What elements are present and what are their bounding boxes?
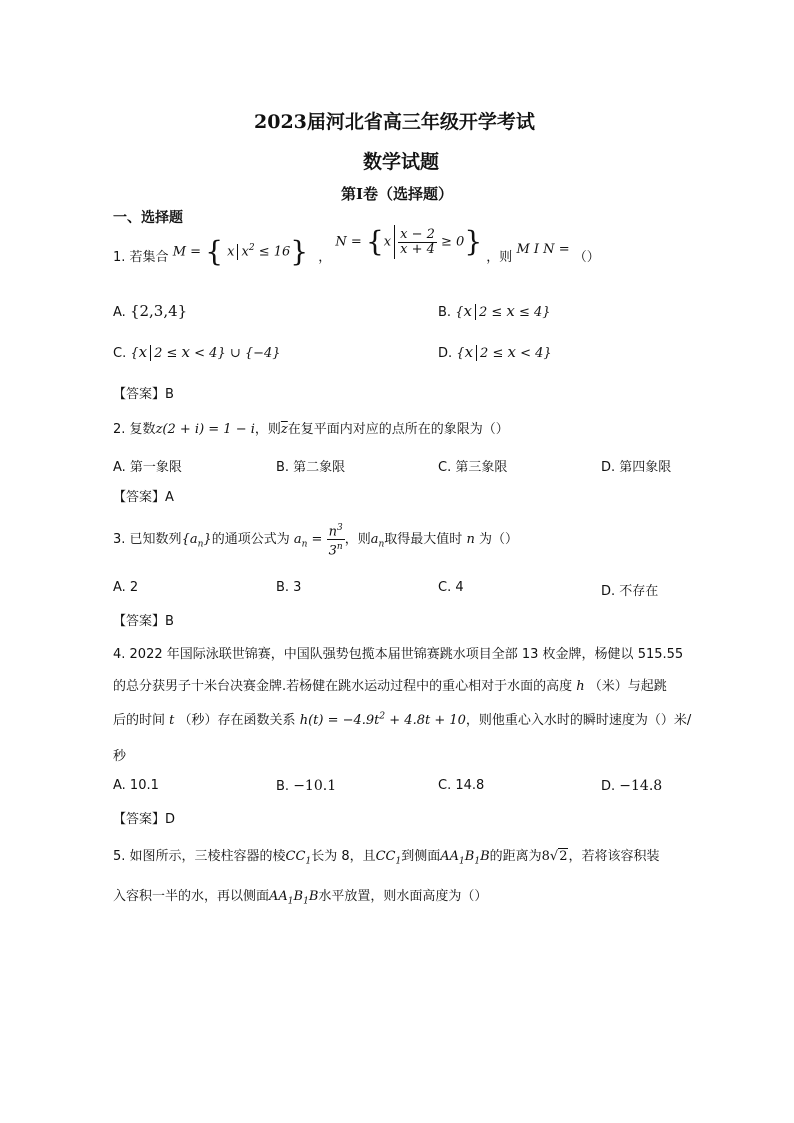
- q1-option-b-math: {x 2 ≤ x ≤ 4}: [455, 302, 551, 320]
- q4-line-4: 秒: [113, 749, 127, 764]
- q5-line-2a: 入容积一半的水，再以侧面: [113, 889, 270, 904]
- q1-option-d-label: D.: [438, 346, 453, 361]
- q1-option-d: [438, 343, 552, 361]
- q2-option-d: D. 第四象限: [601, 460, 672, 475]
- q5-line-2b: 水平放置，则水面高度为（）: [318, 889, 488, 904]
- q2-equation: z(2 + i) = 1 − i: [155, 422, 255, 437]
- q4-line-1: 4. 2022 年国际泳联世锦赛，中国队强势包揽本届世锦赛跳水项目全部 13 枚金牌，杨健以 515.55: [113, 647, 684, 662]
- q3-text-b: 的通项公式为: [211, 532, 290, 547]
- q5-line-1d: 的距离为: [489, 849, 542, 864]
- q1-option-b-label: B.: [438, 305, 452, 320]
- q1-option-a-math: {2,3,4}: [129, 302, 188, 320]
- q4-line-2: [113, 675, 667, 694]
- q4-answer-value: D: [165, 812, 176, 827]
- q4-line-3c: ，则他重心入水时的瞬时速度为（）米/: [465, 713, 692, 728]
- q4-option-c: C. 14.8: [438, 778, 485, 793]
- q3-option-a: A. 2: [113, 580, 139, 595]
- q4-option-b-math: −10.1: [293, 778, 337, 794]
- q4-option-b-label: B.: [276, 779, 290, 794]
- q2-text-a: 复数: [129, 422, 156, 437]
- q5-cc1-b: $CC_1$: [375, 849, 402, 867]
- q2-text-c: 在复平面内对应的点所在的象限为（）: [287, 422, 509, 437]
- q5-line-2: [113, 885, 487, 907]
- exam-title: 2023届河北省高三年级开学考试: [254, 111, 535, 133]
- q3-formula: $a_n$ = $\frac{n^3}{3^n}$: [293, 522, 343, 559]
- q1-text-b: ，则: [486, 250, 513, 265]
- q5-cc1-a: $CC_1$: [285, 849, 312, 867]
- q4-option-d: [601, 778, 662, 794]
- q3-an: $a_n$: [370, 532, 385, 550]
- q2-text-b: ，则: [254, 422, 281, 437]
- subject-title: 数学试题: [363, 151, 440, 173]
- question-3: [113, 520, 518, 565]
- q4-t: t: [169, 713, 175, 728]
- q4-function: $h(t) = -4.9t^2 + 4.8t + 10$: [299, 711, 466, 728]
- q3-answer: [113, 610, 174, 629]
- q3-number: 3.: [113, 532, 126, 547]
- q1-intersection: M I N =: [516, 242, 570, 257]
- q4-line-2b: （米）与起跳: [588, 679, 667, 694]
- q3-answer-tag: 【答案】: [113, 614, 166, 629]
- q5-distance: 8√2: [541, 849, 568, 864]
- q4-answer: [113, 808, 175, 827]
- q2-answer: [113, 486, 174, 505]
- section-heading: 一、选择题: [113, 210, 183, 226]
- q2-number: 2.: [113, 422, 126, 437]
- q3-option-c: C. 4: [438, 580, 464, 595]
- q4-option-b: [276, 778, 336, 794]
- q5-line-1a: 5. 如图所示，三棱柱容器的棱: [113, 849, 286, 864]
- q4-line-3b: （秒）存在函数关系: [178, 713, 296, 728]
- q1-answer: [113, 383, 174, 402]
- q5-line-1b: 长为 8，且: [311, 849, 376, 864]
- q3-answer-value: B: [165, 614, 174, 629]
- q4-option-d-label: D.: [601, 779, 616, 794]
- q1-option-b: [438, 302, 551, 320]
- q3-option-d: D. 不存在: [601, 584, 659, 599]
- q4-line-3: [113, 709, 691, 728]
- question-1: [113, 225, 600, 278]
- q1-number: 1.: [113, 250, 126, 265]
- q3-text-c: ，则: [344, 532, 371, 547]
- q3-text-e: 为（）: [478, 532, 518, 547]
- q3-n: n: [466, 532, 475, 547]
- q2-answer-tag: 【答案】: [113, 490, 166, 505]
- q4-option-d-math: −14.8: [619, 778, 663, 794]
- q5-line-1c: 到侧面: [401, 849, 441, 864]
- q1-text-c: （）: [573, 250, 600, 265]
- q5-face-b: $AA_1B_1B$: [269, 889, 319, 907]
- q2-answer-value: A: [165, 490, 174, 505]
- q2-option-b: B. 第二象限: [276, 460, 346, 475]
- volume-title: 第Ⅰ卷（选择题）: [341, 185, 454, 203]
- q1-set-m: M = { x $x^2 \le 16$}: [172, 234, 309, 268]
- q4-line-3a: 后的时间: [113, 713, 166, 728]
- q3-text-d: 取得最大值时: [384, 532, 463, 547]
- q2-option-c: C. 第三象限: [438, 460, 508, 475]
- q3-option-b: B. 3: [276, 580, 302, 595]
- q1-answer-value: B: [165, 387, 174, 402]
- q3-sequence: $\{a_n\}$: [181, 532, 212, 550]
- q1-answer-tag: 【答案】: [113, 387, 166, 402]
- question-2: [113, 418, 509, 437]
- q1-option-d-math: {x 2 ≤ x < 4}: [456, 343, 552, 361]
- q1-option-c: [113, 343, 281, 361]
- q1-option-a: [113, 302, 187, 320]
- q1-option-c-math: {x 2 ≤ x < 4} ∪ {−4}: [130, 343, 281, 361]
- q3-text-a: 已知数列: [129, 532, 182, 547]
- q2-conjugate-z: $\overline{z}$: [280, 422, 288, 437]
- q2-option-a: A. 第一象限: [113, 460, 182, 475]
- q1-option-a-label: A.: [113, 305, 126, 320]
- q1-option-c-label: C.: [113, 346, 127, 361]
- q1-text-a: 若集合: [129, 250, 169, 265]
- q5-face-a: $AA_1B_1B$: [440, 849, 490, 867]
- q4-option-a: A. 10.1: [113, 778, 159, 793]
- q1-set-n: N = {x $\frac{x - 2}{x + 4}$ ≥ 0}: [335, 225, 483, 258]
- q1-comma: ，: [318, 250, 332, 265]
- q4-answer-tag: 【答案】: [113, 812, 166, 827]
- q4-h: h: [576, 679, 585, 694]
- q4-line-2a: 的总分获男子十米台决赛金牌.若杨健在跳水运动过程中的重心相对于水面的高度: [113, 679, 573, 694]
- q5-line-1: [113, 845, 660, 867]
- q5-line-1e: ，若将该容积装: [568, 849, 660, 864]
